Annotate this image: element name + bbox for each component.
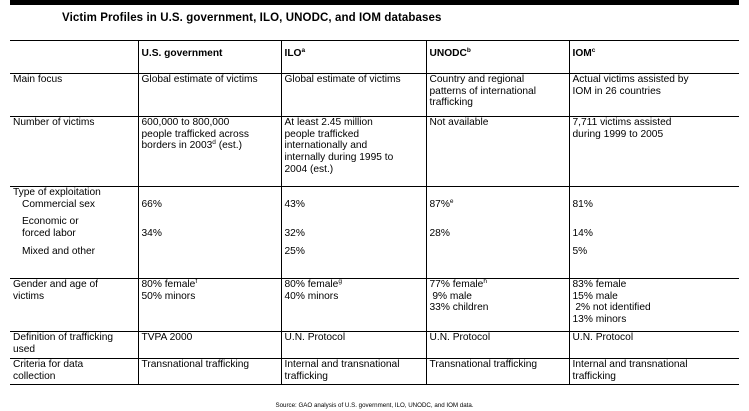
row-label-text: Main focus xyxy=(13,74,63,85)
row-label xyxy=(10,332,138,359)
sub-label-mixed: Mixed and other xyxy=(22,245,96,257)
row-label-text: Criteria for data xyxy=(13,359,84,370)
cell-text: Internal and transnational xyxy=(572,359,688,370)
header-label: UNODC xyxy=(429,48,467,59)
cell-text: U.N. Protocol xyxy=(429,332,491,343)
cell-us xyxy=(138,359,281,385)
cell-text xyxy=(142,279,281,291)
row-label-text: Gender and age of xyxy=(13,279,98,290)
cell-text: people trafficked xyxy=(284,128,360,140)
header-cell-iom xyxy=(569,41,739,74)
value-text: 80% female xyxy=(141,279,196,290)
cell-unodc xyxy=(426,117,569,187)
cell-text: 40% minors xyxy=(284,290,339,302)
cell-us xyxy=(138,279,281,332)
cell-text: internationally and xyxy=(284,140,368,152)
row-label xyxy=(10,359,138,385)
cell-text: trafficking xyxy=(429,97,473,109)
row-label-text: Type of exploitation xyxy=(13,187,101,198)
victim-profiles-table xyxy=(10,40,739,385)
cell-text: internally during 1995 to xyxy=(284,152,394,164)
cell-iom xyxy=(569,117,739,187)
value-commercial-sex: 66% xyxy=(141,198,162,210)
cell-us xyxy=(138,187,281,279)
cell-text-part: borders in 2003 xyxy=(141,140,213,152)
cell-ilo xyxy=(281,187,426,279)
cell-text: 50% minors xyxy=(141,290,196,302)
cell-ilo xyxy=(281,359,426,385)
cell-text: 2% not identified xyxy=(572,302,651,314)
cell-text: 83% female xyxy=(572,279,627,290)
header-cell-ilo xyxy=(281,41,426,74)
row-label-text: used xyxy=(13,343,36,355)
footnote-marker: b xyxy=(466,47,471,54)
table-row-definition xyxy=(10,332,739,359)
footnote-marker: f xyxy=(195,278,198,285)
cell-us xyxy=(138,332,281,359)
cell-text: Internal and transnational xyxy=(284,359,400,370)
sub-label-commercial-sex: Commercial sex xyxy=(22,198,96,210)
row-label-text: victims xyxy=(13,290,45,302)
value-economic: 34% xyxy=(141,228,162,240)
table-row-criteria xyxy=(10,359,739,385)
sub-label-economic: Economic or xyxy=(22,216,79,228)
value-commercial-sex: 81% xyxy=(572,198,593,210)
sub-label-economic: forced labor xyxy=(22,228,76,240)
value-text: 87% xyxy=(429,198,450,210)
cell-text: trafficking xyxy=(572,370,616,382)
cell-ilo xyxy=(281,74,426,117)
footnote-marker: h xyxy=(483,278,487,285)
cell-us xyxy=(138,74,281,117)
cell-text: patterns of international xyxy=(429,85,536,97)
value-commercial-sex: 43% xyxy=(284,198,305,210)
cell-text: Actual victims assisted by xyxy=(572,74,689,85)
cell-iom xyxy=(569,187,739,279)
footnote-marker: d xyxy=(212,139,216,147)
cell-text: 7,711 victims assisted xyxy=(572,117,672,128)
table-row-type-of-exploitation xyxy=(10,187,739,279)
cell-text: Global estimate of victims xyxy=(141,74,258,85)
value-economic: 32% xyxy=(284,228,305,240)
header-label: ILO xyxy=(284,48,302,59)
header-cell-us xyxy=(138,41,281,74)
cell-unodc xyxy=(426,74,569,117)
cell-text: U.N. Protocol xyxy=(284,332,346,343)
cell-unodc xyxy=(426,332,569,359)
cell-iom xyxy=(569,74,739,117)
header-cell-unodc xyxy=(426,41,569,74)
table-row-number-of-victims xyxy=(10,117,739,187)
cell-iom xyxy=(569,332,739,359)
header-row xyxy=(10,41,739,74)
cell-text: TVPA 2000 xyxy=(141,332,193,343)
footnote-marker: a xyxy=(301,47,306,54)
cell-text: people trafficked across xyxy=(141,128,249,140)
row-label xyxy=(10,74,138,117)
cell-text: 13% minors xyxy=(572,314,627,326)
cell-unodc xyxy=(426,187,569,279)
row-label xyxy=(10,187,138,279)
cell-text xyxy=(142,140,281,152)
value-commercial-sex xyxy=(430,199,569,211)
footnote-marker: c xyxy=(591,47,596,54)
cell-text: 2004 (est.) xyxy=(284,163,334,175)
cell-text: Transnational trafficking xyxy=(141,359,250,370)
value-mixed: 5% xyxy=(572,245,588,257)
cell-text xyxy=(285,279,426,291)
footnote-marker: e xyxy=(449,197,454,205)
value-economic: 14% xyxy=(572,228,593,240)
value-economic: 28% xyxy=(429,228,450,240)
cell-text: during 1999 to 2005 xyxy=(572,128,664,140)
cell-text: Transnational trafficking xyxy=(429,359,538,370)
cell-text: Global estimate of victims xyxy=(284,74,401,85)
value-mixed: 25% xyxy=(284,245,305,257)
cell-text: 600,000 to 800,000 xyxy=(141,117,230,128)
cell-iom xyxy=(569,359,739,385)
cell-unodc xyxy=(426,359,569,385)
cell-text: U.N. Protocol xyxy=(572,332,634,343)
cell-text: IOM in 26 countries xyxy=(572,85,661,97)
cell-ilo xyxy=(281,279,426,332)
value-text: 77% female xyxy=(429,279,484,290)
cell-ilo xyxy=(281,332,426,359)
header-label: U.S. government xyxy=(141,48,223,59)
row-label-text: Definition of trafficking xyxy=(13,332,114,343)
cell-text: 33% children xyxy=(429,302,489,314)
cell-unodc xyxy=(426,279,569,332)
top-rule xyxy=(10,0,739,5)
table-title: Victim Profiles in U.S. government, ILO, UNODC, and IOM databases xyxy=(62,12,442,24)
cell-ilo xyxy=(281,117,426,187)
header-label: IOM xyxy=(572,48,592,59)
footnote-marker: g xyxy=(338,278,342,285)
row-label xyxy=(10,279,138,332)
cell-us xyxy=(138,117,281,187)
cell-iom xyxy=(569,279,739,332)
table-row-gender-and-age xyxy=(10,279,739,332)
cell-text: 9% male xyxy=(429,290,472,302)
cell-text: Country and regional xyxy=(429,74,525,85)
cell-text: Not available xyxy=(429,117,489,128)
header-cell-empty xyxy=(10,41,138,74)
table-row-main-focus xyxy=(10,74,739,117)
row-label xyxy=(10,117,138,187)
cell-text: At least 2.45 million xyxy=(284,117,373,128)
row-label-text: Number of victims xyxy=(13,117,95,128)
source-note: Source: GAO analysis of U.S. government, ILO, UNODC, and IOM data. xyxy=(275,402,474,409)
cell-text: trafficking xyxy=(284,370,328,382)
cell-text xyxy=(430,279,569,291)
value-text: 80% female xyxy=(284,279,339,290)
row-label-text: collection xyxy=(13,370,56,382)
cell-text-part: (est.) xyxy=(215,140,242,152)
cell-text: 15% male xyxy=(572,290,618,302)
